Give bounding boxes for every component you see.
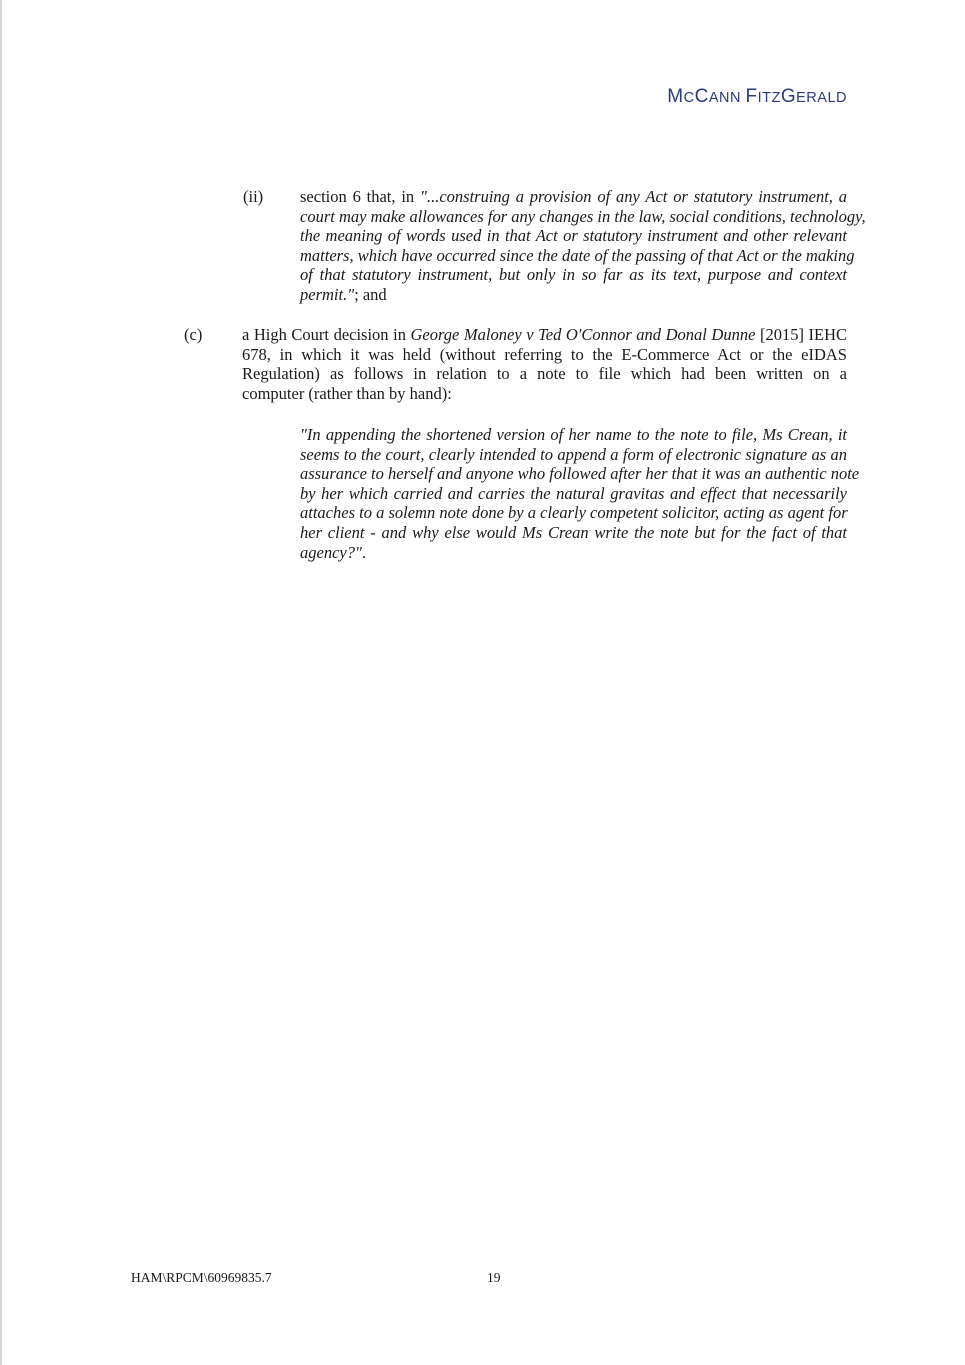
text-line xyxy=(300,245,855,266)
item-c-label: (c) xyxy=(184,325,203,344)
text-line xyxy=(300,543,847,563)
italic-text: agency?" xyxy=(300,542,362,562)
text: . xyxy=(361,542,367,562)
italic-text: the meaning of words used in that Act or statutory instrument and other relevant xyxy=(300,226,847,246)
italic-text: George Maloney v Ted O'Connor and Donal Dunne xyxy=(410,325,756,344)
text: a High Court decision in xyxy=(242,325,411,344)
italic-text: permit." xyxy=(300,284,355,304)
text: [2015] IEHC xyxy=(755,325,847,344)
quotation xyxy=(300,425,860,562)
text: section 6 that, in xyxy=(300,187,421,206)
text-line xyxy=(300,484,847,504)
italic-text: attaches to a solemn note done by a clearly competent solicitor, acting as agent for xyxy=(300,503,848,523)
italic-text: "In appending the shortened version of her name to the note to file, Ms Crean, it xyxy=(300,425,847,444)
italic-text: of that statutory instrument, but only in so far as its text, purpose and context xyxy=(300,265,847,285)
text-line xyxy=(242,345,847,365)
italic-text: matters, which have occurred since the date of the passing of that Act or the making xyxy=(300,245,855,265)
text-line xyxy=(300,445,847,465)
page-edge xyxy=(0,0,2,1365)
item-ii-label: (ii) xyxy=(243,187,264,206)
text-line xyxy=(300,503,847,523)
text-line xyxy=(300,187,847,207)
item-ii-text xyxy=(300,187,866,305)
italic-text: assurance to herself and anyone who followed after her that it was an authentic note xyxy=(300,464,860,484)
item-c-text xyxy=(242,325,847,403)
text-line xyxy=(300,464,860,484)
text: ; and xyxy=(354,284,387,304)
text-line xyxy=(300,226,847,246)
text-line xyxy=(300,206,866,227)
text-line xyxy=(300,523,847,543)
italic-text: court may make allowances for any changes in the law, social conditions, technology, xyxy=(300,206,866,226)
text: computer (rather than by hand): xyxy=(242,383,452,403)
italic-text: seems to the court, clearly intended to append a form of electronic signature as an xyxy=(300,444,847,464)
italic-text: by her which carried and carries the natural gravitas and effect that necessarily xyxy=(300,483,847,503)
page-number: 19 xyxy=(487,1270,501,1285)
text: Regulation) as follows in relation to a note to file which had been written on a xyxy=(242,364,847,384)
text-line xyxy=(300,425,847,445)
text-line xyxy=(242,364,847,384)
text-line xyxy=(300,265,847,285)
italic-text: her client - and why else would Ms Crean write the note but for the fact of that xyxy=(300,522,847,542)
text-line xyxy=(242,384,847,404)
text-line xyxy=(300,285,847,305)
text-line xyxy=(242,325,847,345)
italic-text: "...construing a provision of any Act or statutory instrument, a xyxy=(420,187,847,206)
document-reference: HAM\RPCM\60969835.7 xyxy=(131,1270,272,1285)
firm-logo: MCCANN FITZGERALD xyxy=(667,86,847,107)
text: 678, in which it was held (without referring to the E-Commerce Act or the eIDAS xyxy=(242,344,847,364)
